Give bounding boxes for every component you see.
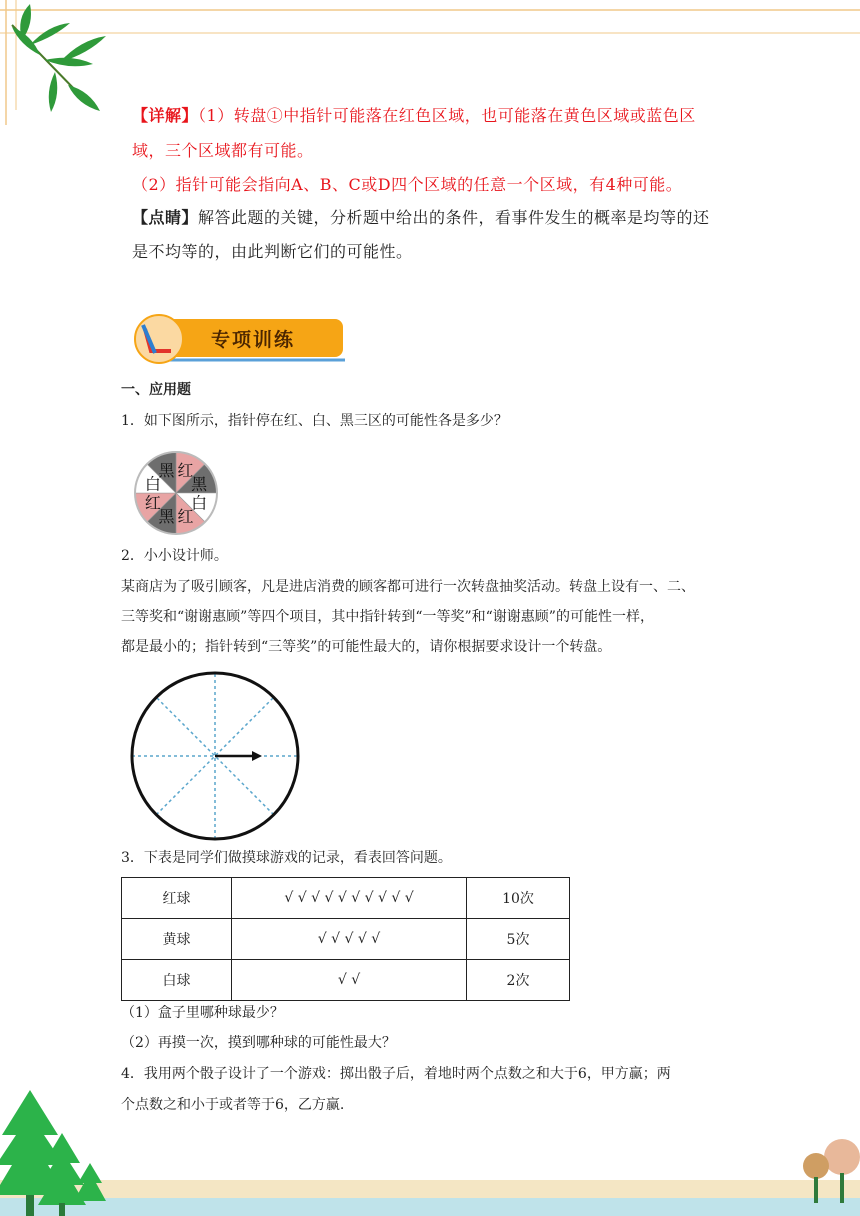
- table-row: [122, 960, 570, 1001]
- spinner-label: 黑: [191, 474, 208, 494]
- marks-cell: √ √: [232, 960, 467, 1001]
- detail-tag: 【详解】: [132, 106, 199, 125]
- spinner-label: 红: [144, 493, 161, 513]
- question-3-sub-1: （1）盒子里哪种球最少？: [121, 1005, 284, 1021]
- marks-cell: √ √ √ √ √ √ √ √ √ √: [232, 878, 467, 919]
- banner-title: 专项训练: [211, 329, 296, 351]
- table-row: [122, 878, 570, 919]
- spinner-label: 黑: [158, 507, 175, 527]
- spinner-label: 白: [144, 474, 161, 494]
- note-line-1: 【点睛】解答此题的关键，分析题中给出的条件，看事件发生的概率是均等的还: [132, 208, 710, 227]
- question-3-sub-2: （2）再摸一次，摸到哪种球的可能性最大？: [121, 1035, 396, 1051]
- pine-trees-icon: [0, 1085, 120, 1216]
- ball-cell: 黄球: [122, 919, 232, 960]
- question-4-line-2: 个点数之和小于或者等于6，乙方赢.: [121, 1097, 345, 1113]
- detail-line-3: （2）指针可能会指向A、B、C或D四个区域的任意一个区域，有4种可能。: [132, 175, 683, 194]
- marks-cell: √ √ √ √ √: [232, 919, 467, 960]
- spinner-label: 红: [177, 460, 194, 480]
- record-table: [121, 877, 570, 1001]
- round-trees-icon: [800, 1135, 860, 1216]
- question-2-title: 2．小小设计师。: [121, 548, 228, 564]
- question-3: 3．下表是同学们做摸球游戏的记录，看表回答问题。: [121, 850, 452, 866]
- detail-line-1: 【详解】（1）转盘①中指针可能落在红色区域，也可能落在黄色区域或蓝色区: [132, 106, 696, 125]
- bamboo-icon: [12, 4, 106, 112]
- question-2-line-1: 某商店为了吸引顾客，凡是进店消费的顾客都可进行一次转盘抽奖活动。转盘上设有一、二、: [121, 579, 695, 595]
- table-row: [122, 919, 570, 960]
- spinner-label: 黑: [158, 460, 175, 480]
- section-title: 一、应用题: [121, 382, 191, 398]
- question-4-line-1: 4．我用两个骰子设计了一个游戏：掷出骰子后，着地时两个点数之和大于6，甲方赢；两: [121, 1066, 671, 1082]
- spinner-q1: [133, 450, 219, 536]
- pointer-arrow-icon: [215, 751, 262, 761]
- note-line-2: 是不均等的，由此判断它们的可能性。: [132, 242, 413, 261]
- count-cell: 5次: [467, 919, 570, 960]
- question-2-line-2: 三等奖和“谢谢惠顾”等四个项目，其中指针转到“一等奖”和“谢谢惠顾”的可能性一样，: [121, 609, 654, 625]
- blank-spinner: [128, 670, 302, 842]
- note-tag: 【点睛】: [132, 208, 199, 227]
- question-2-line-3: 都是最小的；指针转到“三等奖”的可能性最大的，请你根据要求设计一个转盘。: [121, 639, 612, 655]
- detail-line-2: 域，三个区域都有可能。: [132, 141, 314, 160]
- count-cell: 2次: [467, 960, 570, 1001]
- spinner-label: 红: [177, 507, 194, 527]
- bottom-strip: [0, 1180, 860, 1216]
- question-1: 1．如下图所示，指针停在红、白、黑三区的可能性各是多少？: [121, 413, 508, 429]
- spinner-label: 白: [191, 493, 208, 513]
- ball-cell: 白球: [122, 960, 232, 1001]
- ball-cell: 红球: [122, 878, 232, 919]
- count-cell: 10次: [467, 878, 570, 919]
- section-banner: [133, 313, 345, 365]
